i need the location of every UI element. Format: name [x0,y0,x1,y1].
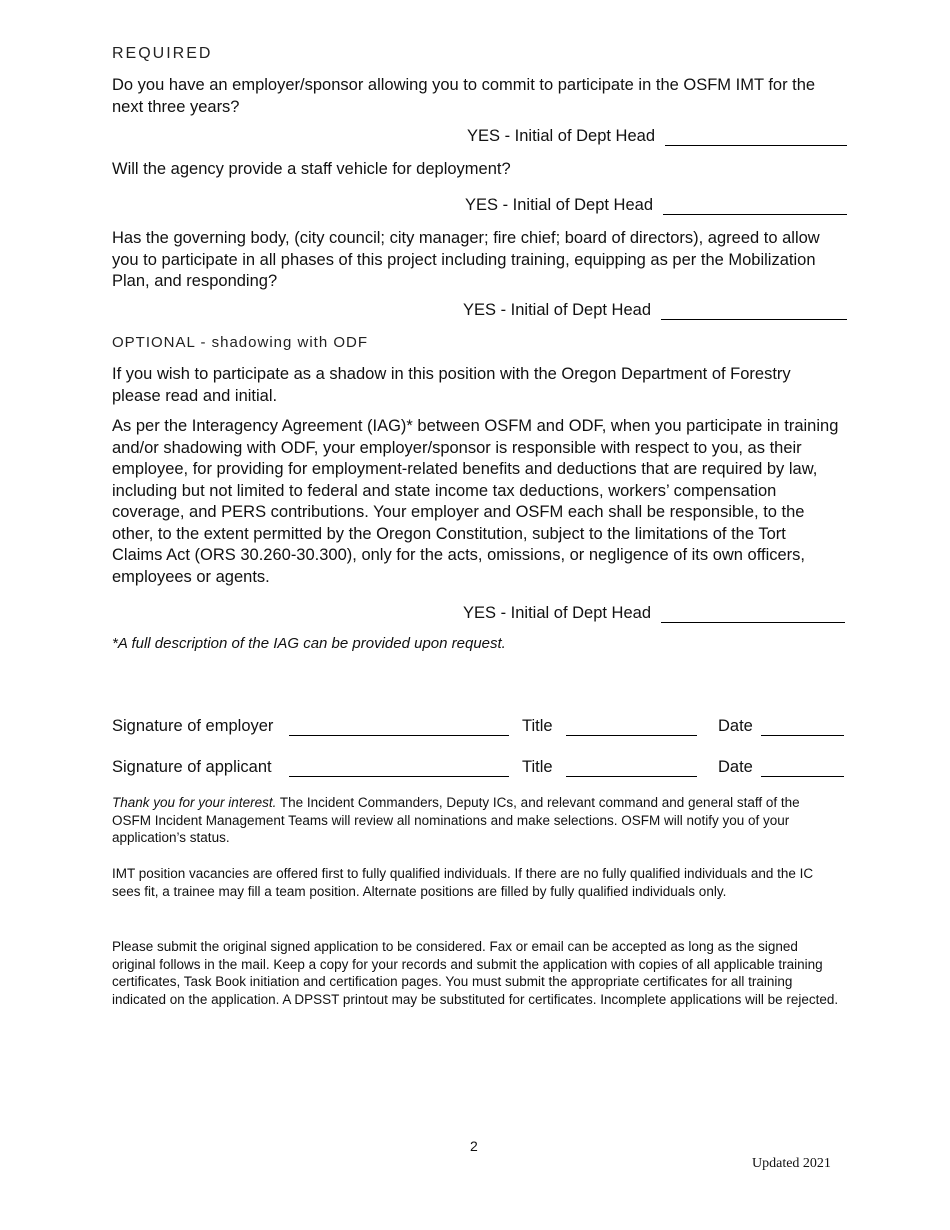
employer-title-label: Title [522,717,553,735]
question-staff-vehicle: Will the agency provide a staff vehicle for deployment? [112,160,511,178]
applicant-date-line[interactable] [761,758,844,777]
thank-you-paragraph [112,794,842,847]
yes-initial-label: YES - Initial of Dept Head [464,196,653,214]
thank-you-body: The Incident Commanders, Deputy ICs, and relevant command and general staff of the OSFM Incident Management Teams will review all nominations and make selections. OSFM will notify you of your application’s status. [112,795,800,845]
employer-signature-row [112,712,847,736]
applicant-signature-line[interactable] [289,758,509,777]
yes-initial-row-4 [463,604,845,623]
optional-heading: OPTIONAL - shadowing with ODF [112,334,369,351]
initial-line-3[interactable] [661,301,847,320]
submission-paragraph: Please submit the original signed application to be considered. Fax or email can be accepted as long as the signed original follows in the mail. Keep a copy for your records and submit the application with copies of all applicable training certificates, Task Book initiation and certification pages. You must submit the appropriate certificates for all training indicated on the application. A DPSST printout may be substituted for certificates. Incomplete applications will be rejected. [112,939,839,1007]
vacancies-paragraph: IMT position vacancies are offered first to fully qualified individuals. If there are no fully qualified individuals and the IC sees fit, a trainee may fill a team position. Alternate positions are filled by fully qualified individuals only. [112,866,814,899]
employer-signature-label: Signature of employer [112,717,274,735]
applicant-title-label: Title [522,758,553,776]
yes-initial-label: YES - Initial of Dept Head [462,604,651,622]
employer-date-line[interactable] [761,717,844,736]
employer-date-label: Date [718,717,753,735]
applicant-signature-label: Signature of applicant [112,758,272,776]
yes-initial-label: YES - Initial of Dept Head [462,301,651,319]
employer-title-line[interactable] [566,717,697,736]
question-governing-body: Has the governing body, (city council; city manager; fire chief; board of directors), agreed to allow you to participate in all phases of this project including training, equipping as per the Mobilization Plan, and responding? [112,229,820,290]
applicant-signature-row [112,753,847,777]
employer-signature-line[interactable] [289,717,509,736]
applicant-date-label: Date [718,758,753,776]
updated-note: Updated 2021 [752,1156,831,1171]
question-employer-sponsor: Do you have an employer/sponsor allowing you to commit to participate in the OSFM IMT for the next three years? [112,76,816,116]
initial-line-4[interactable] [661,604,845,623]
thank-you-lead: Thank you for your interest. [112,795,277,810]
yes-initial-row-1 [467,127,847,146]
yes-initial-row-2 [465,196,847,215]
optional-intro: If you wish to participate as a shadow in this position with the Oregon Department of Forestry please read and initial. [112,365,791,405]
iag-footnote: *A full description of the IAG can be provided upon request. [112,635,506,652]
initial-line-2[interactable] [663,196,847,215]
iag-paragraph: As per the Interagency Agreement (IAG)* between OSFM and ODF, when you participate in training and/or shadowing with ODF, your employer/sponsor is responsible with respect to you, as their employee, for providing for employment-related benefits and deductions that are required by law, including but not limited to federal and state income tax deductions, workers’ compensation coverage, and PERS contributions. Your employer and OSFM each shall be responsible, to the other, to the extent permitted by the Oregon Constitution, subject to the limitations of the Tort Claims Act (ORS 30.260-30.300), only for the acts, omissions, or negligence of its own officers, employees or agents. [112,417,839,586]
required-heading: REQUIRED [112,45,213,62]
page-number: 2 [470,1138,478,1154]
yes-initial-row-3 [463,301,847,320]
applicant-title-line[interactable] [566,758,697,777]
yes-initial-label: YES - Initial of Dept Head [466,127,655,145]
initial-line-1[interactable] [665,127,847,146]
